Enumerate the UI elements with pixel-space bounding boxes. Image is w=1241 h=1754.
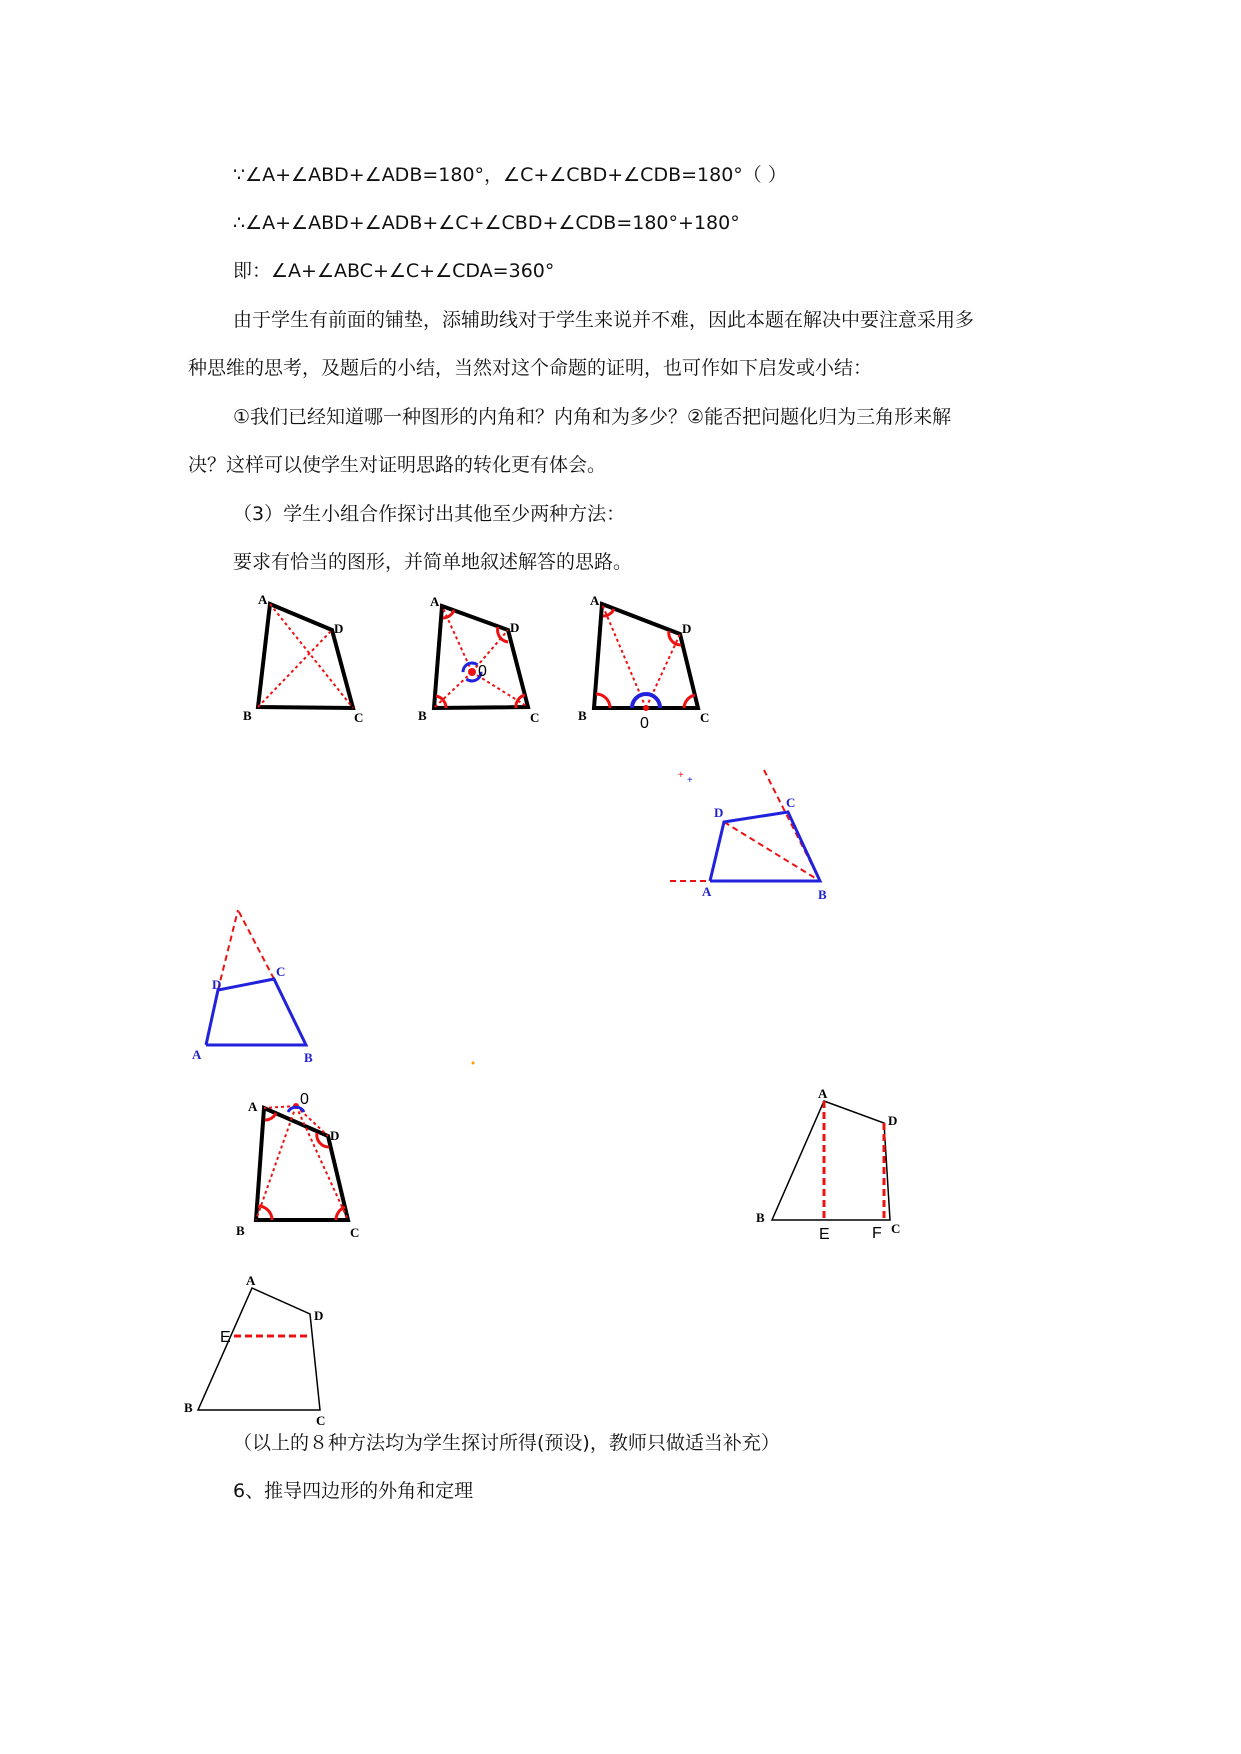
label-b: B (418, 708, 427, 723)
label-c: C (354, 710, 364, 725)
paragraph-2-line-1: ①我们已经知道哪一种图形的内角和？内角和为多少？②能否把问题化归为三角形来解 (233, 406, 952, 428)
label-d: D (714, 805, 724, 820)
label-d: D (334, 621, 344, 636)
point-o (643, 705, 649, 711)
paragraph-2-line-2: 决？这样可以使学生对证明思路的转化更有体会。 (188, 454, 607, 476)
label-o: 0 (640, 715, 649, 732)
angle-mark-b (596, 694, 610, 708)
aux-line-od (296, 1106, 328, 1136)
label-b: B (578, 708, 587, 723)
statement-conclusion: 即：∠A+∠ABC+∠C+∠CDA=360° (233, 260, 555, 282)
item-3: （3）学生小组合作探讨出其他至少两种方法： (233, 503, 626, 525)
label-a: A (192, 1047, 202, 1062)
label-a: A (246, 1273, 256, 1288)
cursor-marks-2: + (687, 775, 693, 786)
figure-extended-sides-2 (180, 900, 350, 1070)
paragraph-1-line-2: 种思维的思考，及题后的小结，当然对这个命题的证明，也可作如下启发或小结： (188, 357, 873, 379)
label-c: C (786, 795, 796, 810)
label-c: C (276, 964, 286, 979)
label-a: A (702, 884, 712, 899)
paragraph-1-line-1: 由于学生有前面的铺垫，添辅助线对于学生来说并不难，因此本题在解决中要注意采用多 (233, 309, 975, 331)
label-b: B (756, 1210, 765, 1225)
label-d: D (510, 620, 520, 635)
point-o (468, 668, 476, 676)
diagonal-bd (258, 630, 332, 707)
label-a: A (818, 1086, 828, 1101)
label-c: C (530, 710, 540, 725)
label-c: C (316, 1413, 326, 1428)
label-d: D (888, 1113, 898, 1128)
statement-therefore: ∴∠A+∠ABD+∠ADB+∠C+∠CBD+∠CDB=180°+180° (233, 212, 740, 234)
figure-diagonals (240, 590, 380, 730)
label-b: B (184, 1400, 193, 1415)
requirement: 要求有恰当的图形，并简单地叙述解答的思路。 (233, 551, 633, 573)
label-e: E (220, 1329, 231, 1346)
label-e: E (819, 1226, 830, 1243)
figure-extended-sides-1 (660, 760, 840, 910)
label-b: B (236, 1223, 245, 1238)
figure-interior-point (410, 590, 550, 730)
quadrilateral-edges (772, 1101, 890, 1220)
label-o: 0 (478, 663, 487, 680)
label-d: D (330, 1128, 340, 1143)
label-a: A (258, 592, 268, 607)
label-c: C (350, 1225, 360, 1240)
label-c: C (700, 710, 710, 725)
figure-perpendiculars (750, 1085, 920, 1255)
label-a: A (430, 594, 440, 609)
cursor-marks: + (678, 770, 684, 781)
section-6-heading: 6、推导四边形的外角和定理 (233, 1480, 474, 1502)
aux-line-bc-extended (238, 910, 274, 979)
figure-exterior-point (230, 1090, 370, 1240)
label-c: C (891, 1221, 901, 1236)
label-b: B (243, 708, 252, 723)
quadrilateral-edges (198, 1288, 320, 1410)
label-d: D (212, 977, 222, 992)
methods-note: （以上的８种方法均为学生探讨所得(预设)，教师只做适当补充） (233, 1432, 780, 1454)
label-b: B (304, 1050, 313, 1065)
figure-point-on-side (570, 590, 720, 740)
label-a: A (248, 1099, 258, 1114)
label-f: F (872, 1225, 882, 1242)
figure-parallel-line (180, 1270, 350, 1430)
label-o: 0 (300, 1091, 309, 1108)
statement-because: ∵∠A+∠ABD+∠ADB=180°，∠C+∠CBD+∠CDB=180°（ ） (233, 164, 787, 186)
aux-line-oc (296, 1106, 348, 1220)
label-a: A (590, 593, 600, 608)
angle-mark-a (265, 1113, 276, 1120)
label-d: D (682, 621, 692, 636)
aux-line-ob (434, 672, 472, 708)
label-b: B (818, 887, 827, 902)
quadrilateral-edges (256, 1108, 348, 1220)
label-d: D (314, 1308, 324, 1323)
stray-dot (470, 1060, 476, 1066)
